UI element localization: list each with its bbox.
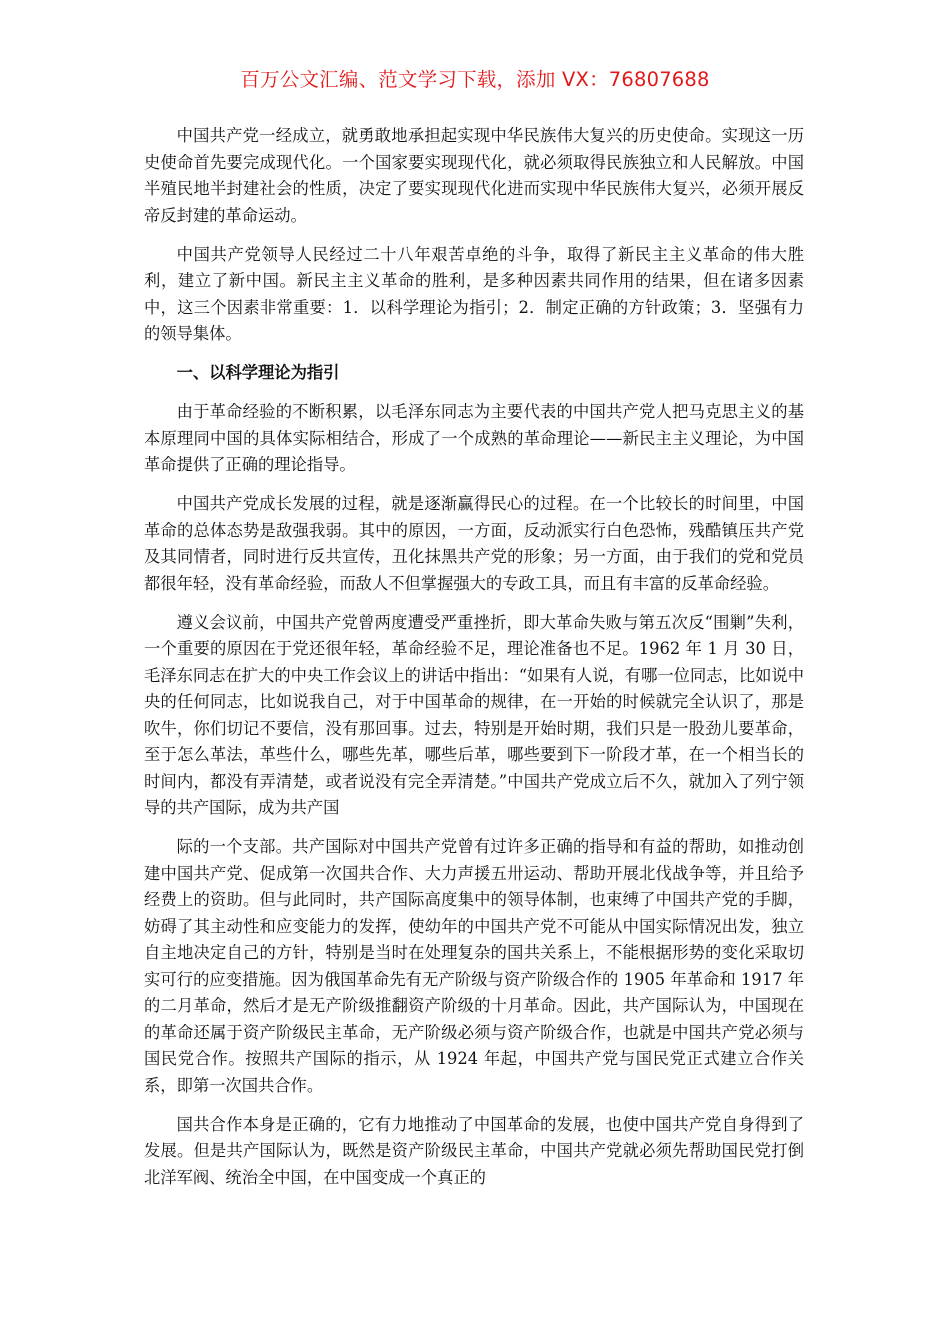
paragraph-1: 中国共产党一经成立，就勇敢地承担起实现中华民族伟大复兴的历史使命。实现这一历史使命首先要完成现代化。一个国家要实现现代化，就必须取得民族独立和人民解放。中国半殖民地半封建社会的性质，决定了要实现现代化进而实现中华民族伟大复兴，必须开展反帝反封建的革命运动。 <box>144 126 804 225</box>
paragraph-2: 中国共产党领导人民经过二十八年艰苦卓绝的斗争，取得了新民主主义革命的伟大胜利，建立了新中国。新民主主义革命的胜利，是多种因素共同作用的结果，但在诸多因素中，这三个因素非常重要：1．以科学理论为指引；2．制定正确的方针政策；3．坚强有力的领导集体。 <box>144 244 804 343</box>
document-body <box>144 123 804 1204</box>
section-heading-1: 一、以科学理论为指引 <box>176 363 340 382</box>
paragraph-3: 由于革命经验的不断积累，以毛泽东同志为主要代表的中国共产党人把马克思主义的基本原理同中国的具体实际相结合，形成了一个成熟的革命理论——新民主主义理论，为中国革命提供了正确的理论指导。 <box>144 402 804 474</box>
paragraph-5: 遵义会议前，中国共产党曾两度遭受严重挫折，即大革命失败与第五次反“围剿”失利，一个重要的原因在于党还很年轻，革命经验不足，理论准备也不足。1962 年 1 月 30 日，毛泽东同志在扩大的中央工作会议上的讲话中指出：“如果有人说，有哪一位同志，比如说中央的任何同志，比如说我自己，对于中国革命的规律，在一开始的时候就完全认识了，那是吹牛，你们切记不要信，没有那回事。过去，特别是开始时期，我们只是一股劲儿要革命，至于怎么革法，革些什么，哪些先革，哪些后革，哪些要到下一阶段才革，在一个相当长的时间内，都没有弄清楚，或者说没有完全弄清楚。”中国共产党成立后不久，就加入了列宁领导的共产国际，成为共产国 <box>144 612 804 817</box>
paragraph-7: 国共合作本身是正确的，它有力地推动了中国革命的发展，也使中国共产党自身得到了发展。但是共产国际认为，既然是资产阶级民主革命，中国共产党就必须先帮助国民党打倒北洋军阀、统治全中国，在中国变成一个真正的 <box>144 1114 804 1187</box>
paragraph-6: 际的一个支部。共产国际对中国共产党曾有过许多正确的指导和有益的帮助，如推动创建中国共产党、促成第一次国共合作、大力声援五卅运动、帮助开展北伐战争等，并且给予经费上的资助。但与此同时，共产国际高度集中的领导体制，也束缚了中国共产党的手脚，妨碍了其主动性和应变能力的发挥，使幼年的中国共产党不可能从中国实际情况出发，独立自主地决定自己的方针，特别是当时在处理复杂的国共关系上，不能根据形势的变化采取切实可行的应变措施。因为俄国革命先有无产阶级与资产阶级合作的 1905 年革命和 1917 年的二月革命，然后才是无产阶级推翻资产阶级的十月革命。因此，共产国际认为，中国现在的革命还属于资产阶级民主革命，无产阶级必须与资产阶级合作，也就是中国共产党必须与国民党合作。按照共产国际的指示，从 1924 年起，中国共产党与国民党正式建立合作关系，即第一次国共合作。 <box>144 837 804 1095</box>
paragraph-4: 中国共产党成长发展的过程，就是逐渐赢得民心的过程。在一个比较长的时间里，中国革命的总体态势是敌强我弱。其中的原因，一方面，反动派实行白色恐怖，残酷镇压共产党及其同情者，同时进行反共宣传，丑化抹黑共产党的形象；另一方面，由于我们的党和党员都很年轻，没有革命经验，而敌人不但掌握强大的专政工具，而且有丰富的反革命经验。 <box>144 494 804 593</box>
watermark-header: 百万公文汇编、范文学习下载，添加 VX：76807688 <box>240 68 710 91</box>
